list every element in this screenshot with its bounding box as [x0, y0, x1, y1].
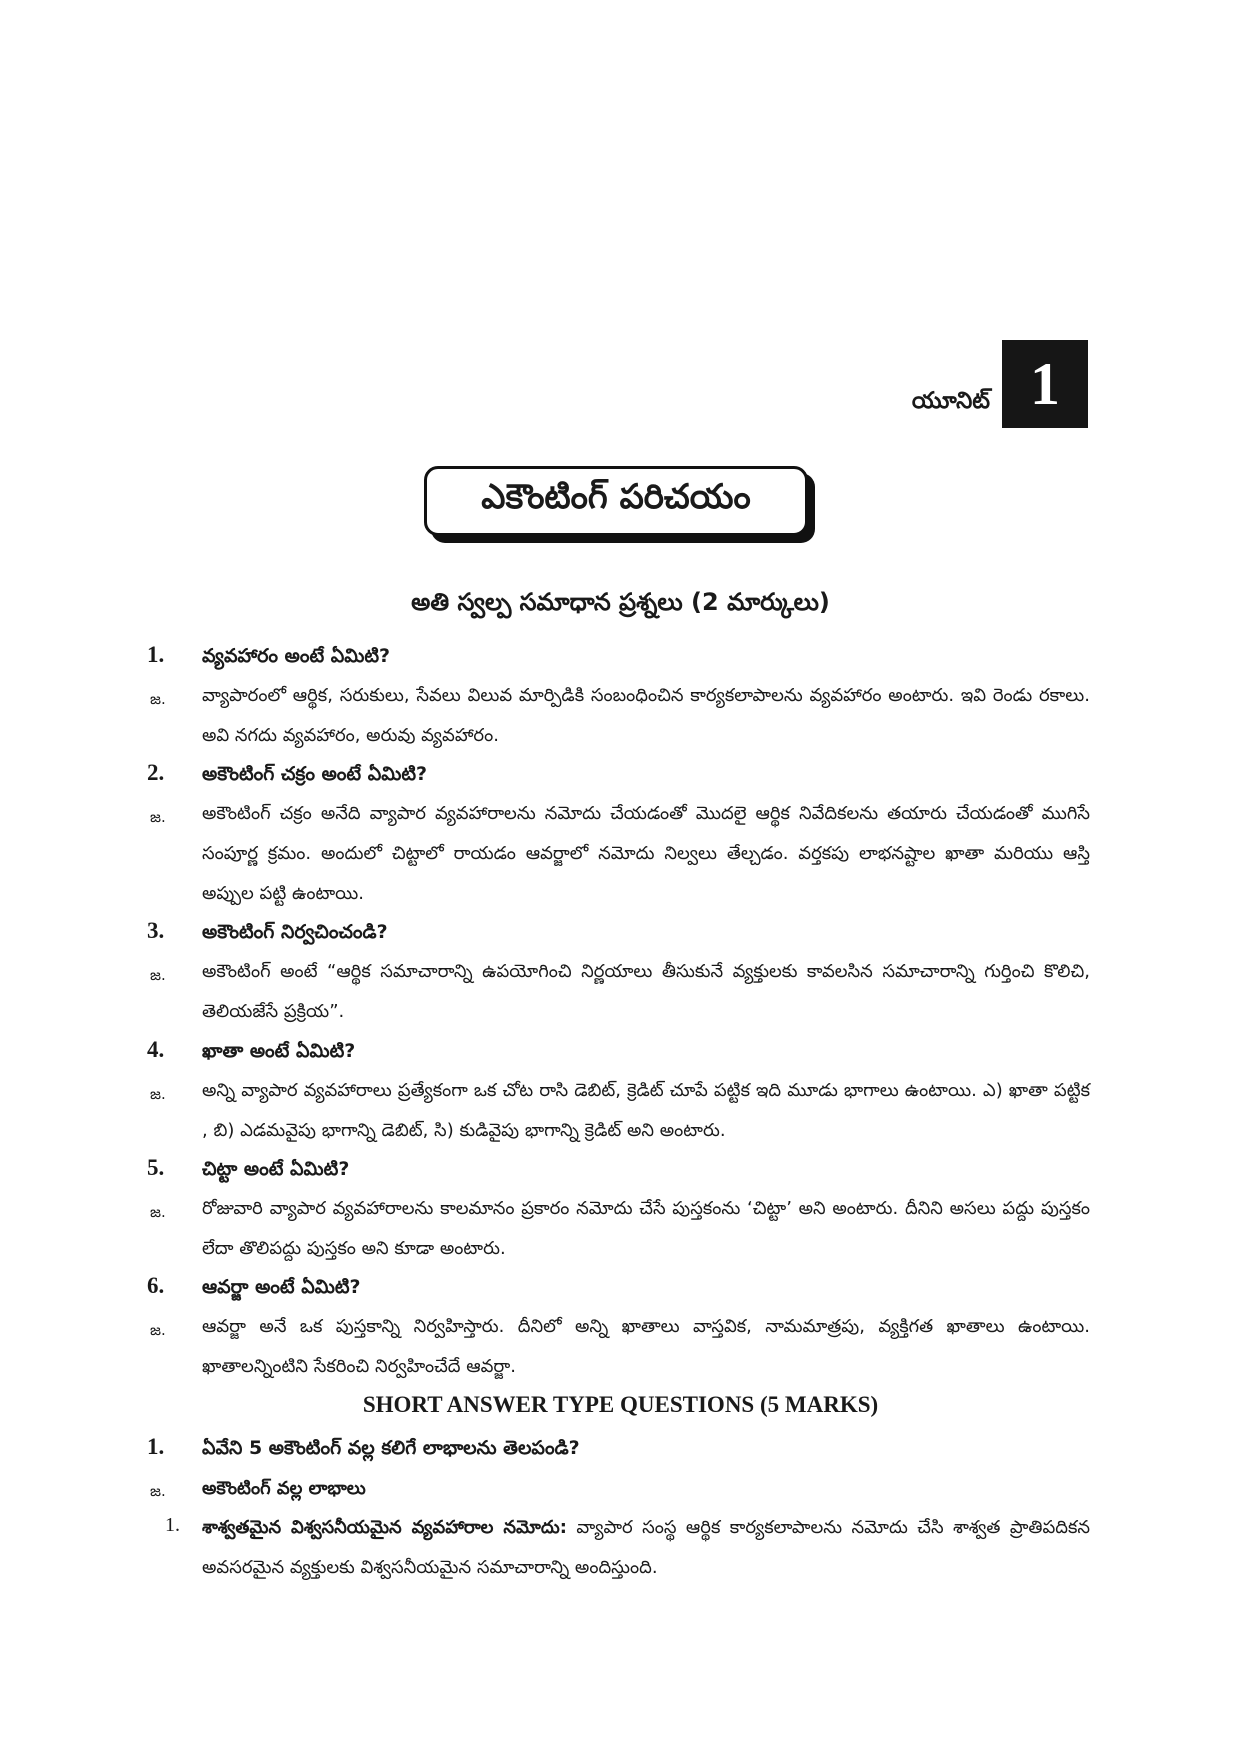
chapter-title: [424, 466, 808, 536]
section-heading-very-short: అతి స్వల్ప సమాధాన ప్రశ్నలు (2 మార్కులు): [411, 588, 830, 616]
point-title: శాశ్వతమైన విశ్వసనీయమైన వ్యవహారాల నమోదు:: [202, 1517, 567, 1538]
answer-text: రోజువారి వ్యాపార వ్యవహారాలను కాలమానం ప్రకారం నమోదు చేసే పుస్తకంను ‘చిట్టా’ అని అంటారు. దీనిని అసలు పద్దు పుస్తకం లేదా తొలిపద్దు పుస్తకం అని కూడా అంటారు.: [202, 1198, 1090, 1259]
question-number: 3.: [147, 918, 165, 943]
question-text: ఏవేని 5 అకౌంటింగ్ వల్ల కలిగే లాభాలను తెలపండి?: [202, 1437, 580, 1459]
answer-text: అకౌంటింగ్ చక్రం అనేది వ్యాపార వ్యవహారాలను నమోదు చేయడంతో మొదలై ఆర్థిక నివేదికలను తయారు చేయడంతో ముగిసే సంపూర్ణ క్రమం. అందులో చిట్టాలో రాయడం ఆవర్జాలో నమోదు నిల్వలు తేల్చడం. వర్తకపు లాభనష్టాల ఖాతా మరియు ఆస్తి అప్పుల పట్టి ఉంటాయి.: [202, 803, 1090, 904]
question-text: అకౌంటింగ్ నిర్వచించండి?: [202, 921, 388, 943]
question-text: ఆవర్జా అంటే ఏమిటి?: [202, 1276, 361, 1298]
answer-text: అన్ని వ్యాపార వ్యవహారాలు ప్రత్యేకంగా ఒక చోట రాసి డెబిట్, క్రెడిట్ చూపే పట్టిక ఇది మూడు భాగాలు ఉంటాయి. ఎ) ఖాతా పట్టిక , బి) ఎడమవైపు భాగాన్ని డెబిట్, సి) కుడివైపు భాగాన్ని క్రెడిట్ అని అంటారు.: [202, 1080, 1090, 1141]
unit-number-box: [1002, 340, 1088, 428]
section-heading-short-answer: SHORT ANSWER TYPE QUESTIONS (5 MARKS): [362, 1392, 879, 1417]
answer-heading: అకౌంటింగ్ వల్ల లాభాలు: [202, 1478, 366, 1499]
point-text: [202, 1508, 1090, 1588]
point-body: వ్యాపార సంస్థ ఆర్థిక కార్యకలాపాలను నమోదు చేసి శాశ్వత ప్రాతిపదికన అవసరమైన వ్యక్తులకు విశ్వసనీయమైన సమాచారాన్ని అందిస్తుంది.: [202, 1517, 1090, 1578]
unit-number: 1: [1030, 350, 1060, 417]
unit-header: [0, 340, 1088, 428]
question-number: 6.: [147, 1273, 165, 1298]
point-number: 1.: [165, 1514, 180, 1536]
answer-marker: జ.: [150, 1482, 166, 1500]
answer-marker: జ.: [150, 966, 166, 984]
question-text: ఖాతా అంటే ఏమిటి?: [202, 1040, 356, 1062]
answer-text: వ్యాపారంలో ఆర్థిక, సరుకులు, సేవలు విలువ మార్పిడికి సంబంధించిన కార్యకలాపాలను వ్యవహారం అంటారు. ఇవి రెండు రకాలు. అవి నగదు వ్యవహారం, అరువు వ్యవహారం.: [202, 685, 1090, 746]
answer-marker: జ.: [150, 808, 166, 826]
chapter-title-text: ఎకౌంటింగ్ పరిచయం: [481, 477, 751, 517]
question-number: 4.: [147, 1037, 165, 1062]
question-text: అకౌంటింగ్ చక్రం అంటే ఏమిటి?: [202, 763, 428, 785]
question-number: 1.: [147, 642, 165, 667]
unit-label: యూనిట్: [911, 388, 990, 414]
answer-marker: జ.: [150, 1203, 166, 1221]
answer-marker: జ.: [150, 690, 166, 708]
answer-text: అకౌంటింగ్ అంటే “ఆర్థిక సమాచారాన్ని ఉపయోగించి నిర్ణయాలు తీసుకునే వ్యక్తులకు కావలసిన సమాచారాన్ని గుర్తించి కొలిచి, తెలియజేసే ప్రక్రియ”.: [202, 961, 1090, 1022]
question-number: 1.: [147, 1434, 165, 1459]
question-text: వ్యవహారం అంటే ఏమిటి?: [202, 645, 391, 667]
answer-marker: జ.: [150, 1085, 166, 1103]
question-text: చిట్టా అంటే ఏమిటి?: [202, 1158, 350, 1180]
answer-text: ఆవర్జా అనే ఒక పుస్తకాన్ని నిర్వహిస్తారు. దీనిలో అన్ని ఖాతాలు వాస్తవిక, నామమాత్రపు, వ్యక్తిగత ఖాతాలు ఉంటాయి. ఖాతాలన్నింటిని సేకరించి నిర్వహించేదే ఆవర్జా.: [202, 1316, 1090, 1377]
question-number: 5.: [147, 1155, 165, 1180]
question-number: 2.: [147, 760, 165, 785]
answer-marker: జ.: [150, 1321, 166, 1339]
